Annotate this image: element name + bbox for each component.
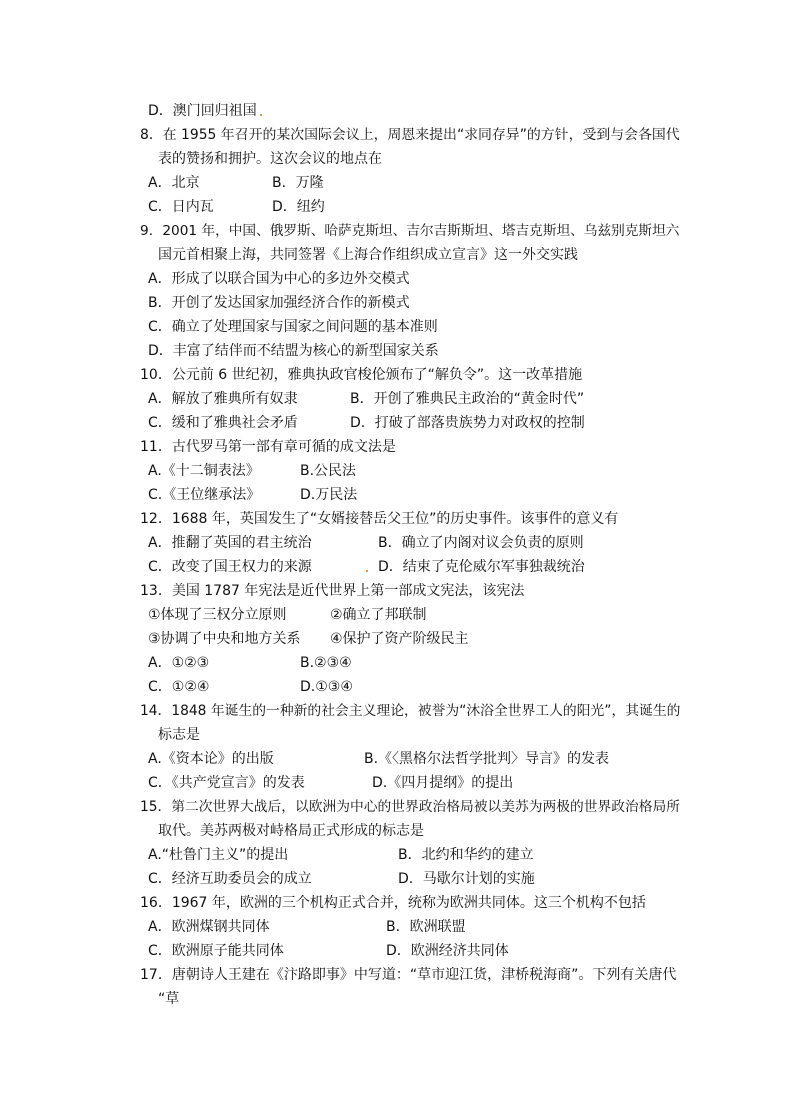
- q13-item-3: ③协调了中央和地方关系: [148, 631, 301, 647]
- q15-option-c: C．经济互助委员会的成立: [148, 871, 312, 887]
- q8-stem-line1: 8．在 1955 年召开的某次国际会议上，周恩来提出“求同存异”的方针，受到与会各国代: [140, 127, 680, 143]
- q15-option-b: B．北约和华约的建立: [398, 847, 534, 863]
- q8-option-d: D．纽约: [272, 199, 325, 215]
- q16-option-c: C．欧洲原子能共同体: [148, 943, 284, 959]
- q7-option-d: D．澳门回归祖国: [148, 103, 257, 119]
- q13-stem: 13．美国 1787 年宪法是近代世界上第一部成文宪法，该宪法: [140, 583, 525, 599]
- q14-stem-line2: 标志是: [158, 727, 200, 743]
- q14-option-d: D.《四月提纲》的提出: [372, 775, 514, 791]
- q10-option-b: B．开创了雅典民主政治的“黄金时代”: [350, 391, 585, 407]
- q13-item-2: ②确立了邦联制: [330, 607, 427, 623]
- q13-option-a: A．①②③: [148, 655, 210, 671]
- q17-stem-line2: “草: [158, 991, 180, 1007]
- q15-stem-line2: 取代。美苏两极对峙格局正式形成的标志是: [158, 823, 424, 839]
- q10-option-c: C．缓和了雅典社会矛盾: [148, 415, 298, 431]
- q11-option-c: C.《王位继承法》: [148, 487, 261, 503]
- q16-option-d: D．欧洲经济共同体: [386, 943, 509, 959]
- q8-option-a: A．北京: [148, 175, 200, 191]
- q14-stem-line1: 14．1848 年诞生的一种新的社会主义理论，被誉为“沐浴全世界工人的阳光”，其诞生的: [140, 703, 681, 719]
- q9-stem-line2: 国元首相聚上海，共同签署《上海合作组织成立宣言》这一外交实践: [158, 247, 578, 263]
- q14-option-a: A.《资本论》的出版: [148, 751, 274, 767]
- q16-stem: 16．1967 年，欧洲的三个机构正式合并，统称为欧洲共同体。这三个机构不包括: [140, 895, 646, 911]
- q12-option-b: B．确立了内阁对议会负责的原则: [378, 535, 584, 551]
- q8-stem-line2: 表的赞扬和拥护。这次会议的地点在: [158, 151, 382, 167]
- q15-option-a: A.“杜鲁门主义”的提出: [148, 847, 289, 863]
- q13-item-4: ④保护了资产阶级民主: [330, 631, 469, 647]
- q9-option-a: A．形成了以联合国为中心的多边外交模式: [148, 271, 410, 287]
- q12-option-a: A．推翻了英国的君主统治: [148, 535, 312, 551]
- q13-option-c: C．①②④: [148, 679, 210, 695]
- q12-stem: 12．1688 年，英国发生了“女婿接替岳父王位”的历史事件。该事件的意义有: [140, 511, 619, 527]
- q11-stem: 11．古代罗马第一部有章可循的成文法是: [140, 439, 396, 455]
- q14-option-b: B.《〈黑格尔法哲学批判〉导言》的发表: [364, 751, 610, 767]
- ink-dot: [366, 570, 368, 572]
- q17-stem-line1: 17．唐朝诗人王建在《汴路即事》中写道：“草市迎江货，津桥税海商”。下列有关唐代: [140, 967, 677, 983]
- q12-option-c: C．改变了国王权力的来源: [148, 559, 312, 575]
- ink-dot: [260, 114, 262, 116]
- q10-option-d: D．打破了部落贵族势力对政权的控制: [350, 415, 585, 431]
- q13-option-b: B.②③④: [300, 655, 352, 671]
- q10-option-a: A．解放了雅典所有奴隶: [148, 391, 298, 407]
- q9-option-d: D．丰富了结伴而不结盟为核心的新型国家关系: [148, 343, 439, 359]
- q11-option-b: B.公民法: [300, 463, 357, 479]
- q13-option-d: D.①③④: [300, 679, 353, 695]
- q8-option-c: C．日内瓦: [148, 199, 214, 215]
- q16-option-a: A．欧洲煤钢共同体: [148, 919, 270, 935]
- q16-option-b: B．欧洲联盟: [386, 919, 466, 935]
- q9-stem-line1: 9．2001 年，中国、俄罗斯、哈萨克斯坦、吉尔吉斯斯坦、塔吉克斯坦、乌兹别克斯坦六: [140, 223, 680, 239]
- q13-item-1: ①体现了三权分立原则: [148, 607, 287, 623]
- q9-option-b: B．开创了发达国家加强经济合作的新模式: [148, 295, 410, 311]
- q12-option-d: D．结束了克伦威尔军事独裁统治: [378, 559, 585, 575]
- q11-option-d: D.万民法: [300, 487, 358, 503]
- q10-stem: 10．公元前 6 世纪初，雅典执政官梭伦颁布了“解负令”。这一改革措施: [140, 367, 583, 383]
- q9-option-c: C．确立了处理国家与国家之间问题的基本准则: [148, 319, 438, 335]
- q15-option-d: D．马歇尔计划的实施: [398, 871, 535, 887]
- q14-option-c: C．《共产党宣言》的发表: [148, 775, 305, 791]
- q8-option-b: B．万隆: [272, 175, 324, 191]
- q11-option-a: A.《十二铜表法》: [148, 463, 260, 479]
- q15-stem-line1: 15．第二次世界大战后，以欧洲为中心的世界政治格局被以美苏为两极的世界政治格局所: [140, 799, 680, 815]
